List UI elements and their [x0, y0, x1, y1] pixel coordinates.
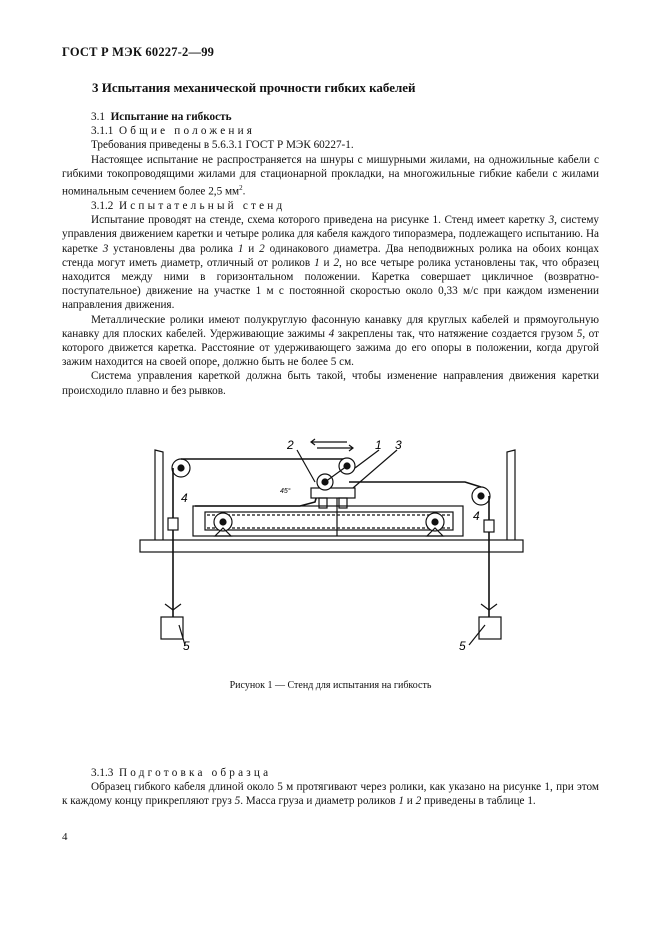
paragraph: Система управления кареткой должна быть такой, чтобы изменение направления движения каретки происходило плавно и без рывков.: [62, 370, 599, 397]
ref-number: 1: [237, 242, 244, 255]
figure-caption: Рисунок 1 — Стенд для испытания на гибкость: [229, 680, 432, 691]
subsection-number: 3.1.2: [91, 199, 114, 212]
subsection-number: 3.1.3: [91, 767, 114, 779]
subsection-title: Испытательный стенд: [118, 199, 286, 212]
figure-label-2: 2: [287, 438, 294, 452]
text-run: .: [242, 185, 246, 198]
paragraph: [62, 313, 599, 370]
subsection-title: Подготовка образца: [118, 767, 272, 779]
figure-label-5-right: 5: [459, 639, 466, 653]
right-post: [507, 450, 515, 550]
figure-label-4-left: 4: [181, 491, 188, 505]
right-clamp: [484, 520, 494, 532]
ref-number: 1: [314, 256, 320, 269]
figure-label-3: 3: [395, 438, 402, 452]
subsection-3-1: [62, 110, 599, 124]
document-header: ГОСТ Р МЭК 60227-2—99: [62, 45, 215, 59]
figure-label-1: 1: [375, 438, 382, 452]
track-frame: [193, 506, 463, 536]
text-run: установлены два ролика: [108, 242, 238, 255]
angle-label: 45°: [280, 488, 291, 495]
carriage: [311, 488, 355, 498]
figure-label-5-left: 5: [183, 639, 190, 653]
text-run: и: [403, 795, 416, 808]
text-run: закреплены так, что натяжение создается грузом: [334, 327, 577, 340]
subsection-3-1-1: [62, 124, 599, 138]
text-run: Настоящее испытание не распространяется на шнуры с мишурными жилами, на одножильные кабели с гибкими токопроводящими жилами для стационарной прокладки, на многожильные гибкие кабели с жилами номинальным сечением более 2,5 мм: [62, 153, 599, 198]
base-frame: [140, 540, 523, 552]
section-title: 3 Испытания механической прочности гибких кабелей: [92, 80, 416, 95]
subsection-title: Испытание на гибкость: [110, 111, 232, 123]
paragraph: [62, 780, 599, 808]
subsection-3-1-2: [62, 199, 599, 213]
ref-number: 4: [328, 327, 335, 340]
paragraph: [62, 213, 599, 312]
subsection-number: 3.1.1: [91, 125, 114, 138]
test-stand-figure: [135, 432, 535, 657]
text-run: приведены в таблице 1.: [421, 795, 536, 808]
text-block-main: [62, 110, 599, 398]
text-run: , систему управления движением каретки и четыре ролика для кабеля каждого типоразмера, подлежащего испытанию. На каретке: [62, 214, 599, 255]
ref-number: 2: [333, 256, 340, 269]
left-clamp: [168, 518, 178, 530]
text-run: , но все четыре ролика установлены так, что образец находится между ними в горизонтальном положении. Каретка совершает цикличное (возвратно-поступательное) движение на участке 1 м с постоянной скоростью около 0,33 м/с при каждом изменении направления движения.: [62, 256, 599, 312]
subsection-number: 3.1: [91, 111, 105, 123]
ref-number: 3: [548, 214, 555, 227]
subsection-title: Общие положения: [118, 125, 256, 138]
superscript: 2: [239, 184, 243, 193]
ref-number: 1: [398, 795, 404, 808]
ref-number: 2: [415, 795, 422, 808]
text-run: одинакового диаметра. Два неподвижных ролика на обоих концах стенда могут иметь диаметр, отличный от роликов: [62, 242, 599, 269]
text-block-bottom: [62, 766, 599, 809]
text-run: Металлические ролики имеют полукруглую фасонную канавку для круглых кабелей и прямоугольную канавку для плоских кабелей. Удерживающие зажимы: [62, 313, 599, 340]
text-run: . Масса груза и диаметр роликов: [240, 795, 399, 808]
figure-label-4-right: 4: [473, 509, 480, 523]
text-run: , от которого движется каретка. Расстояние от удерживающего зажима до его опоры в положении, когда другой зажим находится на своей опоре, должно быть не более 5 см.: [62, 327, 599, 369]
paragraph: [62, 153, 599, 199]
paragraph: Требования приведены в 5.6.3.1 ГОСТ Р МЭК 60227-1.: [91, 139, 354, 152]
text-run: Испытание проводят на стенде, схема которого приведена на рисунке 1. Стенд имеет каретку: [91, 214, 549, 227]
text-run: Образец гибкого кабеля длиной около 5 м протягивают через ролики, как указано на рисунке 1, при этом к каждому концу прикрепляют груз: [62, 781, 599, 808]
text-run: и: [243, 242, 260, 255]
left-post: [155, 450, 163, 550]
ref-number: 5: [576, 327, 583, 340]
text-run: и: [319, 256, 334, 269]
page-number: 4: [62, 831, 68, 843]
ref-number: 2: [259, 242, 265, 255]
ref-number: 5: [234, 795, 241, 808]
ref-number: 3: [102, 242, 109, 255]
subsection-3-1-3: [62, 766, 599, 780]
